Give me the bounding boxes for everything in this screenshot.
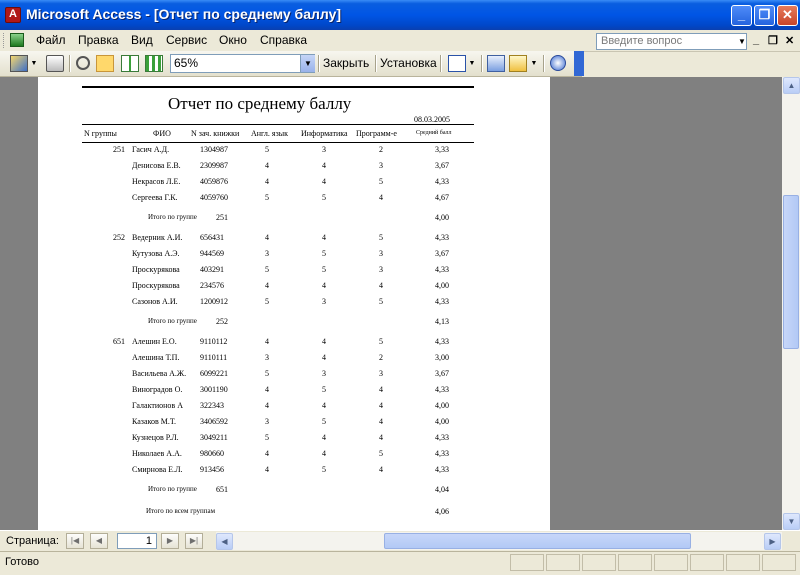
title-bar [0, 0, 800, 30]
average-grade: 4,33 [435, 265, 449, 274]
col-header-programming: Программ-е [356, 129, 397, 138]
close-button[interactable]: ✕ [777, 5, 798, 26]
group-summary-label: Итого по группе [148, 213, 197, 221]
informatics-grade: 4 [322, 401, 326, 410]
average-grade: 4,00 [435, 417, 449, 426]
print-preview-toolbar [0, 51, 582, 77]
record-book: 403291 [200, 265, 224, 274]
average-grade: 4,67 [435, 193, 449, 202]
student-name: Гасич А.Д. [132, 145, 170, 154]
programming-grade: 5 [379, 177, 383, 186]
design-view-icon[interactable] [10, 55, 28, 72]
average-grade: 4,33 [435, 433, 449, 442]
record-book: 944569 [200, 249, 224, 258]
status-panel [618, 554, 652, 571]
record-navigation-bar [0, 530, 800, 551]
informatics-grade: 5 [322, 193, 326, 202]
toolbar-separator [440, 55, 442, 72]
menu-bar [0, 30, 800, 52]
first-page-icon[interactable]: |◀ [66, 533, 84, 549]
informatics-grade: 4 [322, 281, 326, 290]
menu-window[interactable]: Окно [219, 33, 247, 47]
magnifier-icon[interactable] [76, 56, 90, 70]
programming-grade: 5 [379, 449, 383, 458]
student-name: Сазонов А.И. [132, 297, 178, 306]
average-grade: 3,00 [435, 353, 449, 362]
col-header-name: ФИО [153, 129, 171, 138]
student-name: Денисова Е.В. [132, 161, 181, 170]
programming-grade: 4 [379, 465, 383, 474]
average-grade: 4,00 [435, 401, 449, 410]
print-icon[interactable] [46, 55, 64, 72]
programming-grade: 4 [379, 417, 383, 426]
informatics-grade: 5 [322, 265, 326, 274]
informatics-grade: 4 [322, 353, 326, 362]
programming-grade: 5 [379, 337, 383, 346]
student-name: Смирнова Е.Л. [132, 465, 183, 474]
col-header-book: N зач. книжки [191, 129, 240, 138]
english-grade: 5 [265, 433, 269, 442]
average-grade: 3,67 [435, 161, 449, 170]
status-panel [690, 554, 724, 571]
informatics-grade: 3 [322, 369, 326, 378]
vertical-scrollbar[interactable] [782, 77, 800, 530]
average-grade: 4,33 [435, 233, 449, 242]
record-book: 3406592 [200, 417, 228, 426]
english-grade: 4 [265, 161, 269, 170]
report-page [38, 77, 550, 530]
page-setup-button[interactable]: Установка [380, 56, 437, 70]
average-grade: 3,33 [435, 145, 449, 154]
menu-grip[interactable] [3, 33, 7, 48]
toolbar-separator [543, 55, 545, 72]
programming-grade: 3 [379, 369, 383, 378]
student-name: Сергеева Г.К. [132, 193, 178, 202]
student-name: Алешин Е.О. [132, 337, 177, 346]
english-grade: 5 [265, 145, 269, 154]
informatics-grade: 4 [322, 233, 326, 242]
group-summary-number: 251 [216, 213, 228, 222]
office-links-icon[interactable] [448, 55, 466, 72]
scroll-up-icon[interactable]: ▲ [783, 77, 800, 94]
programming-grade: 5 [379, 297, 383, 306]
one-page-icon[interactable] [96, 55, 114, 72]
english-grade: 3 [265, 417, 269, 426]
group-summary-number: 651 [216, 485, 228, 494]
col-header-informatics: Информатика [301, 129, 348, 138]
informatics-grade: 5 [322, 465, 326, 474]
informatics-grade: 4 [322, 337, 326, 346]
new-object-dropdown-icon[interactable]: ▼ [530, 60, 538, 67]
average-grade: 4,33 [435, 449, 449, 458]
toolbar-options-icon[interactable] [574, 51, 584, 76]
total-average: 4,06 [435, 507, 449, 516]
report-title: Отчет по среднему баллу [168, 94, 352, 113]
group-summary-average: 4,04 [435, 485, 449, 494]
vertical-scroll-thumb[interactable] [783, 195, 799, 349]
record-book: 3001190 [200, 385, 228, 394]
scroll-down-icon[interactable]: ▼ [783, 513, 800, 530]
average-grade: 3,67 [435, 369, 449, 378]
student-name: Васильева А.Ж. [132, 369, 187, 378]
informatics-grade: 5 [322, 385, 326, 394]
report-top-rule [82, 86, 474, 88]
record-book: 1304987 [200, 145, 228, 154]
record-book: 656431 [200, 233, 224, 242]
status-panel [546, 554, 580, 571]
informatics-grade: 4 [322, 177, 326, 186]
english-grade: 5 [265, 265, 269, 274]
informatics-grade: 5 [322, 249, 326, 258]
programming-grade: 4 [379, 433, 383, 442]
programming-grade: 4 [379, 385, 383, 394]
programming-grade: 5 [379, 233, 383, 242]
student-name: Проскурякова [132, 281, 180, 290]
menu-help[interactable]: Справка [260, 33, 308, 47]
programming-grade: 4 [379, 401, 383, 410]
student-name: Алешина Т.П. [132, 353, 180, 362]
status-panel [654, 554, 688, 571]
toolbar-separator [375, 55, 377, 72]
programming-grade: 2 [379, 145, 383, 154]
help-search-input[interactable]: Введите вопрос [596, 33, 747, 50]
toolbar-separator [69, 55, 71, 72]
record-book: 322343 [200, 401, 224, 410]
group-summary-average: 4,00 [435, 213, 449, 222]
english-grade: 4 [265, 449, 269, 458]
two-pages-icon[interactable] [121, 55, 139, 72]
english-grade: 5 [265, 369, 269, 378]
status-panel [762, 554, 796, 571]
office-links-dropdown-icon[interactable]: ▼ [468, 60, 476, 67]
english-grade: 3 [265, 249, 269, 258]
informatics-grade: 3 [322, 297, 326, 306]
menu-tools[interactable]: Сервис [166, 33, 208, 47]
new-object-icon[interactable] [509, 55, 527, 72]
last-page-icon[interactable]: ▶| [185, 533, 203, 549]
database-window-icon[interactable] [487, 55, 505, 72]
group-number: 251 [113, 145, 125, 154]
average-grade: 4,33 [435, 385, 449, 394]
group-summary-average: 4,13 [435, 317, 449, 326]
zoom-dropdown-icon[interactable]: ▼ [300, 55, 315, 72]
english-grade: 4 [265, 337, 269, 346]
help-icon[interactable] [550, 55, 566, 71]
group-summary-label: Итого по группе [148, 317, 197, 325]
col-header-english: Англ. язык [251, 129, 289, 138]
group-number: 651 [113, 337, 125, 346]
close-preview-button[interactable]: Закрыть [323, 56, 370, 70]
record-book: 913456 [200, 465, 224, 474]
english-grade: 4 [265, 177, 269, 186]
mdi-restore-icon[interactable]: ❐ [768, 35, 778, 47]
toolbar-separator [481, 55, 483, 72]
group-summary-label: Итого по группе [148, 485, 197, 493]
informatics-grade: 3 [322, 145, 326, 154]
col-header-group: N группы [84, 129, 117, 138]
programming-grade: 3 [379, 249, 383, 258]
english-grade: 4 [265, 233, 269, 242]
status-panel [726, 554, 760, 571]
informatics-grade: 5 [322, 417, 326, 426]
minimize-button[interactable]: _ [731, 5, 752, 26]
informatics-grade: 4 [322, 161, 326, 170]
student-name: Виноградов О. [132, 385, 183, 394]
average-grade: 4,33 [435, 465, 449, 474]
programming-grade: 4 [379, 193, 383, 202]
average-grade: 4,33 [435, 177, 449, 186]
page-number-input[interactable]: 1 [117, 533, 157, 549]
access-app-icon[interactable] [5, 7, 21, 23]
student-name: Некрасов Л.Е. [132, 177, 181, 186]
status-text: Готово [5, 556, 39, 568]
horizontal-scrollbar[interactable] [216, 532, 782, 550]
average-grade: 4,00 [435, 281, 449, 290]
student-name: Галактионов А [132, 401, 183, 410]
record-book: 980660 [200, 449, 224, 458]
report-date: 08.03.2005 [414, 115, 450, 124]
header-rule-top [82, 124, 474, 125]
record-book: 234576 [200, 281, 224, 290]
record-book: 9110112 [200, 337, 228, 346]
student-name: Казаков М.Т. [132, 417, 176, 426]
help-dropdown-icon[interactable]: ▼ [738, 37, 746, 46]
record-book: 3049211 [200, 433, 228, 442]
average-grade: 4,33 [435, 297, 449, 306]
total-summary-label: Итого по всем группам [146, 507, 216, 515]
student-name: Ведерник А.И. [132, 233, 183, 242]
scroll-left-icon[interactable]: ◀ [216, 533, 233, 550]
scroll-right-icon[interactable]: ▶ [764, 533, 781, 550]
window-title: Microsoft Access - [Отчет по среднему баллу] [26, 6, 342, 22]
toolbar-separator [318, 55, 320, 72]
zoom-combobox[interactable]: 65% [170, 54, 315, 73]
restore-button[interactable]: ❐ [754, 5, 775, 26]
programming-grade: 4 [379, 281, 383, 290]
menu-file[interactable]: Файл [36, 33, 66, 47]
group-number: 252 [113, 233, 125, 242]
english-grade: 4 [265, 465, 269, 474]
record-book: 6099221 [200, 369, 228, 378]
group-summary-number: 252 [216, 317, 228, 326]
status-panel [582, 554, 616, 571]
mdi-close-icon[interactable]: ✕ [785, 35, 795, 47]
header-rule-bottom [82, 142, 474, 143]
english-grade: 4 [265, 281, 269, 290]
english-grade: 4 [265, 401, 269, 410]
student-name: Кузнецов Р.Л. [132, 433, 179, 442]
record-book: 9110111 [200, 353, 228, 362]
student-name: Николаев А.А. [132, 449, 182, 458]
menu-view[interactable]: Вид [131, 33, 153, 47]
status-panel [510, 554, 544, 571]
programming-grade: 2 [379, 353, 383, 362]
col-header-average: Средний балл [416, 130, 452, 136]
report-window-icon[interactable] [10, 33, 24, 47]
average-grade: 3,67 [435, 249, 449, 258]
informatics-grade: 4 [322, 433, 326, 442]
record-book: 4059760 [200, 193, 228, 202]
prev-page-icon[interactable]: ◀ [90, 533, 108, 549]
record-book: 1200912 [200, 297, 228, 306]
record-book: 2309987 [200, 161, 228, 170]
programming-grade: 3 [379, 161, 383, 170]
menu-edit[interactable]: Правка [78, 33, 119, 47]
english-grade: 5 [265, 193, 269, 202]
english-grade: 5 [265, 297, 269, 306]
mdi-minimize-icon[interactable]: _ [753, 34, 760, 46]
informatics-grade: 4 [322, 449, 326, 458]
average-grade: 4,33 [435, 337, 449, 346]
record-book: 4059876 [200, 177, 228, 186]
multiple-pages-icon[interactable] [145, 55, 163, 72]
student-name: Кутузова А.Э. [132, 249, 180, 258]
status-bar [0, 551, 800, 575]
next-page-icon[interactable]: ▶ [161, 533, 179, 549]
view-dropdown-icon[interactable]: ▼ [30, 60, 38, 67]
english-grade: 4 [265, 385, 269, 394]
english-grade: 3 [265, 353, 269, 362]
student-name: Проскурякова [132, 265, 180, 274]
horizontal-scroll-thumb[interactable] [384, 533, 691, 549]
programming-grade: 3 [379, 265, 383, 274]
page-label: Страница: [6, 535, 59, 547]
